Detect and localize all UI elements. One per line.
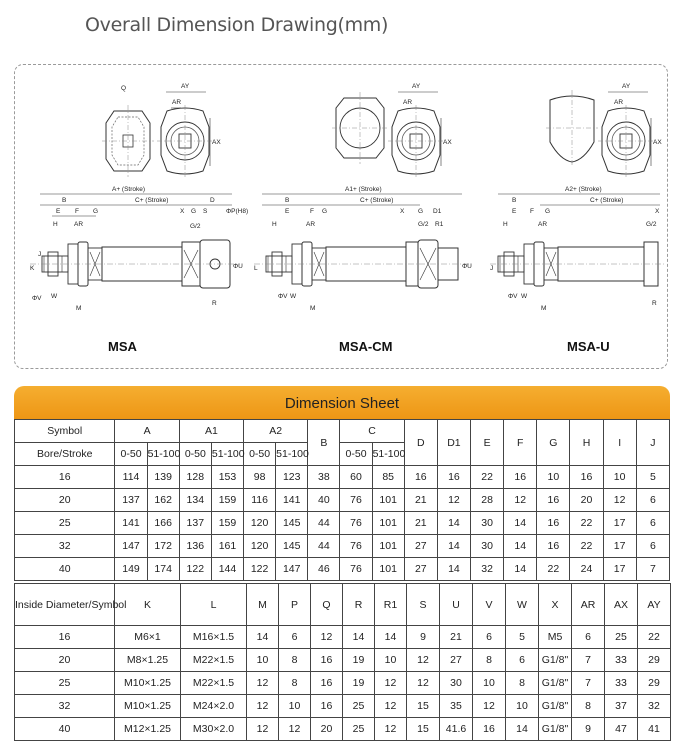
table-cell: 8 <box>572 695 605 718</box>
table-cell: 38 <box>308 466 340 489</box>
table-cell: 21 <box>440 626 473 649</box>
table-cell: 12 <box>603 489 636 512</box>
table-cell: 14 <box>247 626 279 649</box>
svg-text:Q: Q <box>121 85 127 92</box>
table-cell: 12 <box>375 695 407 718</box>
table-cell: 6 <box>636 535 669 558</box>
table-cell: 14 <box>506 718 539 741</box>
table-cell: 12 <box>247 695 279 718</box>
table-cell: 145 <box>276 535 308 558</box>
svg-text:G/2: G/2 <box>418 221 429 228</box>
table-cell: 76 <box>340 535 372 558</box>
dimension-table-2 <box>14 583 671 741</box>
table-cell: G1/8" <box>539 649 572 672</box>
table-cell: 14 <box>437 558 470 581</box>
table-cell: 153 <box>211 466 243 489</box>
svg-text:W: W <box>290 293 297 300</box>
bore-cell: 25 <box>15 512 115 535</box>
diameter-cell: 40 <box>15 718 115 741</box>
table-cell: M8×1.25 <box>115 649 181 672</box>
table-cell: 10 <box>506 695 539 718</box>
table-cell: 76 <box>340 489 372 512</box>
table-cell: 116 <box>244 489 276 512</box>
table-cell: 30 <box>440 672 473 695</box>
table-cell: 21 <box>404 512 437 535</box>
svg-text:AR: AR <box>74 221 84 228</box>
svg-text:G: G <box>93 208 99 215</box>
table-cell: 12 <box>279 718 311 741</box>
table-cell: 16 <box>404 466 437 489</box>
table-cell: M10×1.25 <box>115 695 181 718</box>
table-cell: 17 <box>603 535 636 558</box>
range-header: 0-50 <box>179 443 211 466</box>
table-cell: 123 <box>276 466 308 489</box>
table-cell: 16 <box>311 672 343 695</box>
col-header: X <box>539 584 572 626</box>
table-cell: 14 <box>504 558 537 581</box>
table-cell: 46 <box>308 558 340 581</box>
col-header: U <box>440 584 473 626</box>
svg-text:E: E <box>512 208 517 215</box>
svg-text:A2+ (Stroke): A2+ (Stroke) <box>565 186 602 193</box>
table-cell: 19 <box>343 672 375 695</box>
table-cell: 14 <box>504 512 537 535</box>
range-header: 0-50 <box>244 443 276 466</box>
table-cell: 22 <box>570 535 603 558</box>
svg-text:W: W <box>521 293 528 300</box>
table-cell: 16 <box>473 718 506 741</box>
svg-text:B: B <box>512 197 517 204</box>
table-cell: 162 <box>147 489 179 512</box>
diameter-cell: 16 <box>15 626 115 649</box>
table-cell: 144 <box>211 558 243 581</box>
dimension-sheet-header: Dimension Sheet <box>14 386 670 419</box>
svg-text:G: G <box>545 208 551 215</box>
table-cell: 35 <box>440 695 473 718</box>
svg-text:F: F <box>310 208 314 215</box>
col-header: W <box>506 584 539 626</box>
table-cell: M22×1.5 <box>181 649 247 672</box>
table-cell: 32 <box>638 695 671 718</box>
col-header-j: J <box>636 420 669 466</box>
svg-text:AY: AY <box>412 83 421 90</box>
table-row <box>15 558 670 581</box>
table-cell: 12 <box>247 672 279 695</box>
svg-text:B: B <box>285 197 290 204</box>
table-cell: 7 <box>636 558 669 581</box>
table-cell: 27 <box>404 558 437 581</box>
table-cell: 7 <box>572 649 605 672</box>
table-cell: 5 <box>506 626 539 649</box>
table-cell: 16 <box>311 695 343 718</box>
table-cell: 16 <box>537 512 570 535</box>
table-cell: 29 <box>638 649 671 672</box>
table-cell: 114 <box>115 466 147 489</box>
table-cell: 98 <box>244 466 276 489</box>
svg-text:J: J <box>490 265 494 272</box>
col-header: R1 <box>375 584 407 626</box>
table-cell: 37 <box>605 695 638 718</box>
table-cell: 9 <box>572 718 605 741</box>
table-cell: 41.6 <box>440 718 473 741</box>
svg-text:G/2: G/2 <box>646 221 657 228</box>
table-header-row <box>15 584 671 626</box>
table-row <box>15 489 670 512</box>
svg-text:AX: AX <box>443 139 452 146</box>
table-cell: 60 <box>340 466 372 489</box>
svg-text:C+ (Stroke): C+ (Stroke) <box>135 197 169 204</box>
svg-text:AX: AX <box>212 139 221 146</box>
table-cell: 16 <box>311 649 343 672</box>
table-cell: M30×2.0 <box>181 718 247 741</box>
table-cell: 141 <box>115 512 147 535</box>
table-cell: 22 <box>537 558 570 581</box>
col-header: S <box>407 584 440 626</box>
table-cell: 8 <box>473 649 506 672</box>
bore-cell: 20 <box>15 489 115 512</box>
table-cell: 14 <box>504 535 537 558</box>
table-cell: 76 <box>340 558 372 581</box>
svg-text:X: X <box>180 208 185 215</box>
table-cell: 40 <box>308 489 340 512</box>
svg-text:ΦP(H8): ΦP(H8) <box>226 208 249 215</box>
table-cell: M22×1.5 <box>181 672 247 695</box>
table-cell: 122 <box>179 558 211 581</box>
table-cell: 33 <box>605 672 638 695</box>
table-cell: 27 <box>440 649 473 672</box>
table-cell: 27 <box>404 535 437 558</box>
table-cell: 16 <box>570 466 603 489</box>
table-cell: M24×2.0 <box>181 695 247 718</box>
col-header: Q <box>311 584 343 626</box>
table-cell: 159 <box>211 512 243 535</box>
table-cell: 101 <box>372 558 404 581</box>
table-cell: 44 <box>308 512 340 535</box>
col-header: V <box>473 584 506 626</box>
table-cell: 25 <box>343 695 375 718</box>
svg-text:K: K <box>30 265 35 272</box>
table-cell: 6 <box>636 489 669 512</box>
col-header: M <box>247 584 279 626</box>
table-cell: 122 <box>244 558 276 581</box>
svg-text:AR: AR <box>172 99 182 106</box>
diameter-cell: 20 <box>15 649 115 672</box>
bore-cell: 40 <box>15 558 115 581</box>
table-cell: 6 <box>572 626 605 649</box>
svg-text:ΦU: ΦU <box>462 263 472 270</box>
bore-stroke-header: Bore/Stroke <box>15 443 115 466</box>
range-header: 51-100 <box>276 443 308 466</box>
table-cell: 128 <box>179 466 211 489</box>
svg-text:AY: AY <box>622 83 631 90</box>
col-header-d: D <box>404 420 437 466</box>
table-cell: 14 <box>343 626 375 649</box>
table-row <box>15 649 671 672</box>
svg-text:ΦU: ΦU <box>233 263 243 270</box>
range-header: 51-100 <box>372 443 404 466</box>
svg-text:AY: AY <box>181 83 190 90</box>
table-cell: 47 <box>605 718 638 741</box>
svg-text:C+ (Stroke): C+ (Stroke) <box>360 197 394 204</box>
table-cell: 12 <box>407 672 440 695</box>
svg-text:E: E <box>285 208 290 215</box>
table-cell: 6 <box>636 512 669 535</box>
table-cell: 6 <box>279 626 311 649</box>
table-cell: 147 <box>276 558 308 581</box>
table-cell: M6×1 <box>115 626 181 649</box>
svg-text:H: H <box>53 221 58 228</box>
table-cell: 120 <box>244 535 276 558</box>
diameter-cell: 32 <box>15 695 115 718</box>
svg-text:M: M <box>310 305 316 312</box>
svg-text:W: W <box>51 293 58 300</box>
table-cell: 85 <box>372 466 404 489</box>
table-cell: 141 <box>276 489 308 512</box>
table-cell: M10×1.25 <box>115 672 181 695</box>
svg-text:S: S <box>203 208 208 215</box>
table-cell: 137 <box>179 512 211 535</box>
table-cell: 16 <box>504 466 537 489</box>
svg-text:R: R <box>212 300 217 307</box>
table-cell: 6 <box>473 626 506 649</box>
table-cell: 145 <box>276 512 308 535</box>
col-header-b: B <box>308 420 340 466</box>
table-cell: 41 <box>638 718 671 741</box>
svg-text:M: M <box>541 305 547 312</box>
table-cell: 22 <box>638 626 671 649</box>
table-cell: 10 <box>279 695 311 718</box>
table-cell: 101 <box>372 535 404 558</box>
col-header: K <box>115 584 181 626</box>
svg-text:G: G <box>191 208 197 215</box>
table-cell: 10 <box>537 466 570 489</box>
table-cell: 29 <box>638 672 671 695</box>
svg-text:ΦV: ΦV <box>278 293 288 300</box>
table-cell: 147 <box>115 535 147 558</box>
col-header-a2: A2 <box>244 420 308 443</box>
svg-text:ΦV: ΦV <box>508 293 518 300</box>
table-cell: 10 <box>603 466 636 489</box>
table-cell: 12 <box>375 672 407 695</box>
table-cell: 16 <box>537 489 570 512</box>
table-cell: 33 <box>605 649 638 672</box>
model-label-msa-cm: MSA-CM <box>339 339 393 354</box>
svg-text:G/2: G/2 <box>190 223 201 230</box>
table-cell: 20 <box>570 489 603 512</box>
svg-text:D1: D1 <box>433 208 442 215</box>
svg-text:X: X <box>655 208 660 215</box>
table-cell: 159 <box>211 489 243 512</box>
table-cell: 17 <box>603 558 636 581</box>
svg-text:J: J <box>38 251 42 258</box>
table-cell: 134 <box>179 489 211 512</box>
table-cell: 20 <box>311 718 343 741</box>
svg-text:R1: R1 <box>435 221 444 228</box>
bore-cell: 32 <box>15 535 115 558</box>
svg-text:AR: AR <box>614 99 624 106</box>
table-cell: 19 <box>343 649 375 672</box>
svg-text:ΦV: ΦV <box>32 295 42 302</box>
table-cell: 12 <box>437 489 470 512</box>
table-cell: 6 <box>506 649 539 672</box>
svg-text:AX: AX <box>653 139 662 146</box>
diameter-cell: 25 <box>15 672 115 695</box>
range-header: 0-50 <box>115 443 147 466</box>
table-cell: 76 <box>340 512 372 535</box>
table-cell: 32 <box>471 558 504 581</box>
svg-text:AR: AR <box>403 99 413 106</box>
table-cell: 25 <box>605 626 638 649</box>
svg-text:L: L <box>254 265 258 272</box>
table-cell: 14 <box>375 626 407 649</box>
range-header: 51-100 <box>147 443 179 466</box>
table-cell: M16×1.5 <box>181 626 247 649</box>
table-cell: 25 <box>343 718 375 741</box>
table-cell: 172 <box>147 535 179 558</box>
table-row <box>15 466 670 489</box>
svg-text:B: B <box>62 197 67 204</box>
svg-text:C+ (Stroke): C+ (Stroke) <box>590 197 624 204</box>
table-cell: 30 <box>471 535 504 558</box>
table-cell: 7 <box>572 672 605 695</box>
page-title: Overall Dimension Drawing(mm) <box>85 14 389 36</box>
model-label-msa-u: MSA-U <box>567 339 610 354</box>
table-cell: 12 <box>473 695 506 718</box>
range-header: 51-100 <box>211 443 243 466</box>
col-header-a1: A1 <box>179 420 243 443</box>
table-cell: 9 <box>407 626 440 649</box>
range-header: 0-50 <box>340 443 372 466</box>
symbol-header: Symbol <box>15 420 115 443</box>
col-header-e: E <box>471 420 504 466</box>
table-cell: 12 <box>407 649 440 672</box>
col-header: L <box>181 584 247 626</box>
svg-text:D: D <box>210 197 215 204</box>
svg-text:H: H <box>272 221 277 228</box>
table-cell: 12 <box>311 626 343 649</box>
table-cell: 17 <box>603 512 636 535</box>
table-cell: 8 <box>279 672 311 695</box>
table-cell: 10 <box>473 672 506 695</box>
table-cell: M5 <box>539 626 572 649</box>
table-row <box>15 535 670 558</box>
table-cell: 137 <box>115 489 147 512</box>
svg-text:AR: AR <box>538 221 548 228</box>
table-cell: 15 <box>407 695 440 718</box>
table-cell: 10 <box>375 649 407 672</box>
col-header-c: C <box>340 420 404 443</box>
table-cell: 15 <box>407 718 440 741</box>
col-header-h: H <box>570 420 603 466</box>
table-cell: G1/8" <box>539 695 572 718</box>
table-cell: 161 <box>211 535 243 558</box>
table-cell: 21 <box>404 489 437 512</box>
table-cell: 8 <box>279 649 311 672</box>
table-row <box>15 718 671 741</box>
table-cell: 22 <box>570 512 603 535</box>
table-cell: 10 <box>247 649 279 672</box>
col-header-f: F <box>504 420 537 466</box>
col-header-a: A <box>115 420 179 443</box>
table-cell: 12 <box>504 489 537 512</box>
table-cell: 14 <box>437 512 470 535</box>
table-cell: 139 <box>147 466 179 489</box>
svg-text:A+ (Stroke): A+ (Stroke) <box>112 186 146 193</box>
table-cell: 28 <box>471 489 504 512</box>
col-header: P <box>279 584 311 626</box>
table-cell: 149 <box>115 558 147 581</box>
table-cell: 120 <box>244 512 276 535</box>
table-cell: G1/8" <box>539 718 572 741</box>
col-header: AR <box>572 584 605 626</box>
svg-text:X: X <box>400 208 405 215</box>
svg-text:M: M <box>76 305 82 312</box>
table-cell: 14 <box>437 535 470 558</box>
svg-text:G: G <box>418 208 424 215</box>
table-cell: 101 <box>372 489 404 512</box>
svg-text:R: R <box>652 300 657 307</box>
col-header: R <box>343 584 375 626</box>
table-row <box>15 672 671 695</box>
bore-cell: 16 <box>15 466 115 489</box>
svg-text:F: F <box>75 208 79 215</box>
table-row <box>15 626 671 649</box>
table-cell: 101 <box>372 512 404 535</box>
table-cell: 8 <box>506 672 539 695</box>
table-cell: 5 <box>636 466 669 489</box>
table-cell: 44 <box>308 535 340 558</box>
table-row <box>15 512 670 535</box>
col-header-i: I <box>603 420 636 466</box>
col-header: AX <box>605 584 638 626</box>
col-header: AY <box>638 584 671 626</box>
svg-text:A1+ (Stroke): A1+ (Stroke) <box>345 186 382 193</box>
svg-text:AR: AR <box>306 221 316 228</box>
table-cell: 136 <box>179 535 211 558</box>
model-label-msa: MSA <box>108 339 137 354</box>
table-cell: 12 <box>247 718 279 741</box>
table-cell: 174 <box>147 558 179 581</box>
svg-text:F: F <box>530 208 534 215</box>
table-cell: 24 <box>570 558 603 581</box>
col-header-g: G <box>537 420 570 466</box>
table-cell: M12×1.25 <box>115 718 181 741</box>
table-cell: 12 <box>375 718 407 741</box>
table-cell: 22 <box>471 466 504 489</box>
table-cell: 16 <box>437 466 470 489</box>
col-header: Inside Diameter/Symbol <box>15 584 115 626</box>
table-cell: 166 <box>147 512 179 535</box>
svg-text:G: G <box>322 208 328 215</box>
table-row <box>15 695 671 718</box>
dimension-table-1 <box>14 419 670 581</box>
col-header-d1: D1 <box>437 420 470 466</box>
table-cell: G1/8" <box>539 672 572 695</box>
svg-text:H: H <box>503 221 508 228</box>
table-cell: 30 <box>471 512 504 535</box>
table-cell: 16 <box>537 535 570 558</box>
svg-text:E: E <box>56 208 61 215</box>
